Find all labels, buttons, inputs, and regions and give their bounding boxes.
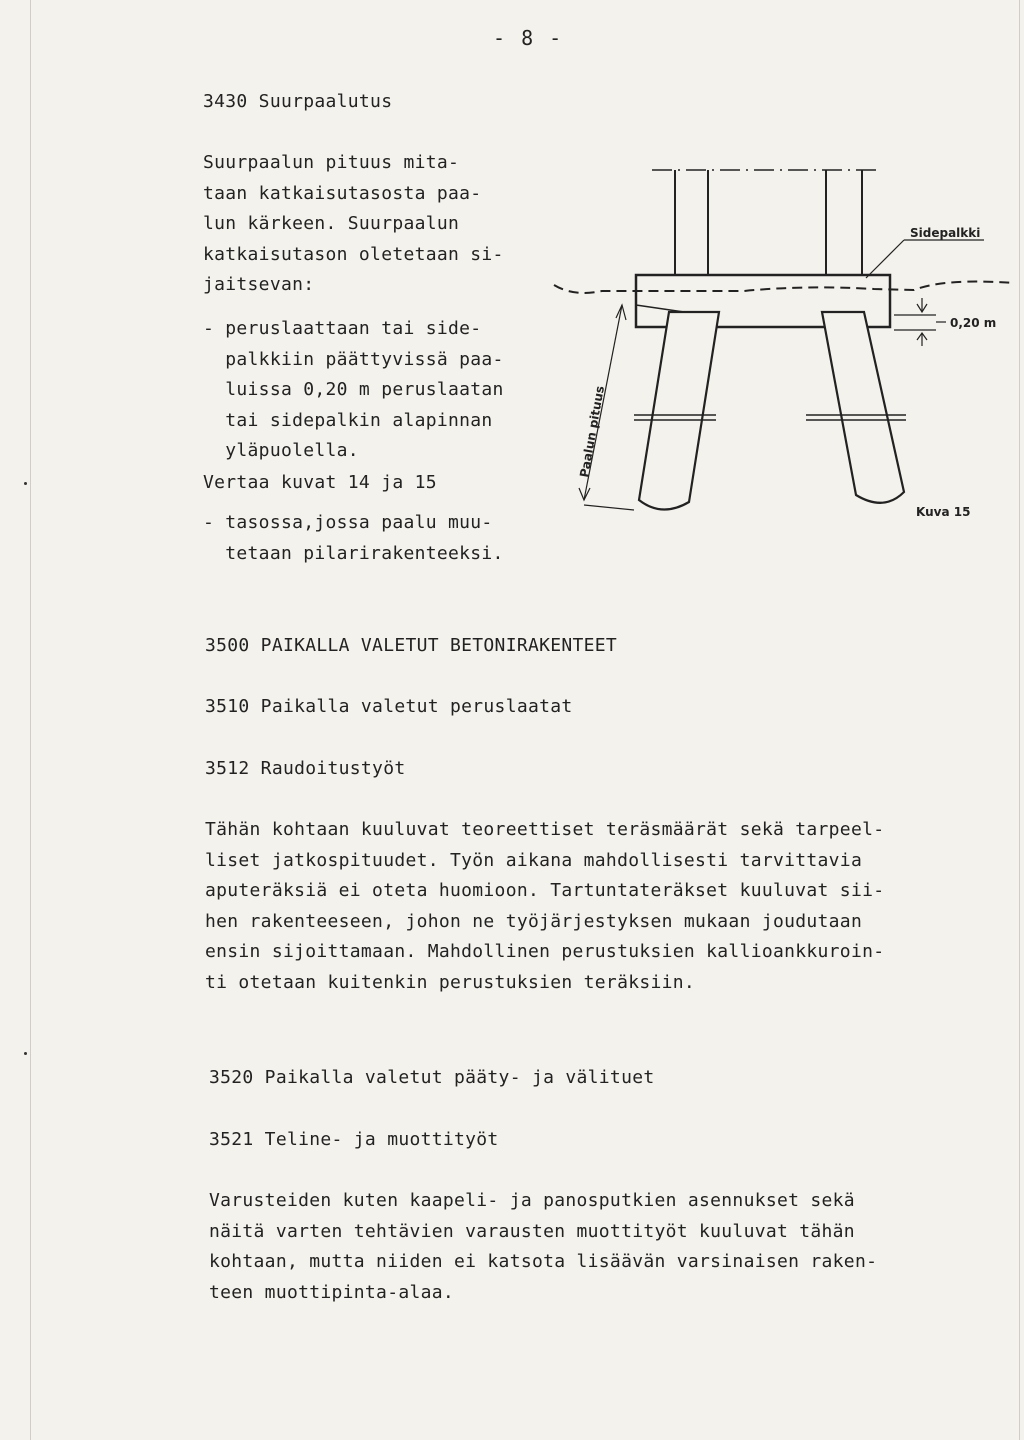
paragraph-3430-compare: Vertaa kuvat 14 ja 15 xyxy=(203,472,437,493)
section-heading-3512: 3512 Raudoitustyöt xyxy=(205,758,406,779)
paragraph-3521: Varusteiden kuten kaapeli- ja panosputkien asennukset sekä näitä varten tehtävien varausten muottityöt kuuluvat tähän kohtaan, mutta niiden ei katsota lisäävän varsinaisen raken- teen muottipinta-alaa. xyxy=(209,1190,878,1303)
paragraph-3430-bullet-1: - peruslaattaan tai side- palkkiin päättyvissä paa- luissa 0,20 m peruslaatan tai sidepalkin alapinnan yläpuolella. xyxy=(203,318,504,461)
section-heading-3500: 3500 PAIKALLA VALETUT BETONIRAKENTEET xyxy=(205,635,618,656)
punch-mark xyxy=(24,482,27,485)
section-heading-3521: 3521 Teline- ja muottityöt xyxy=(209,1129,499,1150)
section-heading-3510: 3510 Paikalla valetut peruslaatat xyxy=(205,696,573,717)
figure-caption: Kuva 15 xyxy=(916,505,971,519)
section-heading-3520: 3520 Paikalla valetut pääty- ja välituet xyxy=(209,1067,655,1088)
label-sidepalkki: Sidepalkki xyxy=(910,226,981,240)
label-pile-length: Paalun pituus xyxy=(577,384,608,479)
section-heading-3430: 3430 Suurpaalutus xyxy=(203,91,393,112)
paragraph-3430-bullet-2: - tasossa,jossa paalu muu- tetaan pilarirakenteeksi. xyxy=(203,512,504,564)
pile-diagram xyxy=(544,150,1024,550)
page-edge-left xyxy=(30,0,31,1440)
paragraph-3512: Tähän kohtaan kuuluvat teoreettiset teräsmäärät sekä tarpeel- liset jatkospituudet. Työn aikana mahdollisesti tarvittavia aputeräksiä ei oteta huomioon. Tartuntateräkset kuuluvat sii- hen rakenteeseen, johon ne työjärjestyksen mukaan joudutaan ensin sijoittamaan. Mahdollinen perustuksien kallioankkuroin- ti otetaan kuitenkin perustuksien teräksiin. xyxy=(205,819,885,993)
page-number: - 8 - xyxy=(493,26,564,50)
label-dimension: 0,20 m xyxy=(950,316,997,330)
punch-mark xyxy=(24,1052,27,1055)
paragraph-3430-intro: Suurpaalun pituus mita- taan katkaisutasosta paa- lun kärkeen. Suurpaalun katkaisutason oletetaan si- jaitsevan: xyxy=(203,152,504,295)
